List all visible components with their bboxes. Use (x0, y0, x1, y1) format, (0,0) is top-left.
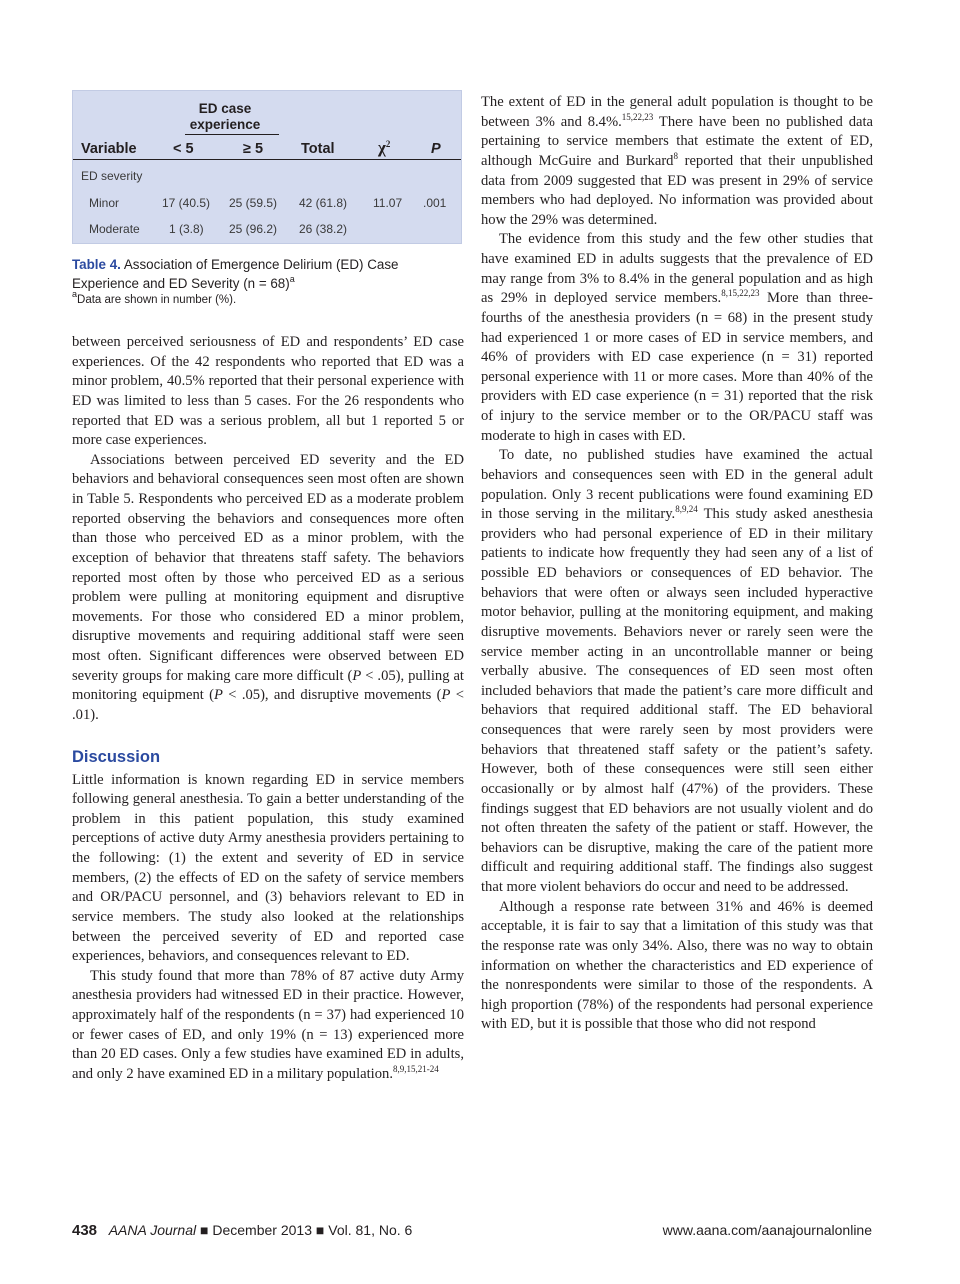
group-header-rule (185, 134, 279, 135)
col-header-chi2: $\chi^2$ (378, 138, 391, 157)
text-run: There have been no published data pertaining to service members that estimate the extent of ED, although McGuire and Burkard (481, 113, 873, 169)
table-4 (72, 90, 462, 244)
citation-sup: 8 (673, 150, 678, 161)
cell-ge5: 25 (59.5) (229, 196, 278, 210)
col-header-variable: Variable (81, 141, 137, 157)
issue-date: December 2013 (212, 1222, 312, 1238)
body-paragraph (481, 230, 873, 446)
citation-sup: 8,9,24 (675, 504, 698, 515)
cell-ge5: 25 (96.2) (229, 222, 278, 236)
table-caption-text: Association of Emergence Delirium (ED) Case Experience and ED Severity (n = 68) (72, 257, 399, 291)
cell-lt5: 1 (3.8) (169, 222, 204, 236)
col-header-p: P (431, 141, 441, 157)
table-group-header: ED case experience (189, 101, 261, 132)
page-footer (72, 1222, 872, 1242)
text-run: This study asked anesthesia providers who had personal experience of ED in their military patients to indicate how frequently they had seen any of a list of possible ED behaviors or consequences of ED behavior. The behaviors that were often or always seen included hyperactive motor behavior, pulling at the monitoring equipment, and making disruptive movements. Behaviors never or rarely seen were the service member acting in an uncontrollable manner or being verbally abusive. The consequences of ED seen most often included behaviors that made the patient’s care more difficult and behaviors that required additional staff. The ED behavioral consequences that were rarely seen by most providers were behaviors that threatened staff safety or the patient’s safety. However, both of these consequences were still seen either occasionally or by almost half (47%) of the providers. These findings suggest that ED behaviors are not usually violent and do not often threaten the safety of the patient or staff. However, the behaviors can be disruptive, making the care of the patient more difficult and requiring additional staff. The findings also suggest that more violent behaviors do occur and need to be addressed. (481, 506, 873, 895)
volume-issue: Vol. 81, No. 6 (328, 1222, 413, 1238)
body-paragraph (72, 451, 464, 726)
citation-sup: 8,15,22,23 (721, 288, 760, 299)
table-row (73, 169, 461, 195)
left-column (72, 90, 464, 1085)
right-column (481, 93, 873, 1035)
text-run: The evidence from this study and the few other studies that have examined ED in adults suggests that the prevalence of ED may range from 3% to 8.4% in the general population and as high as 29% in deployed service members. (481, 231, 873, 307)
separator: ■ (200, 1222, 209, 1238)
col-header-ge5: ≥ 5 (243, 141, 264, 157)
table-caption-label: Table 4. (72, 257, 121, 272)
table-caption-sup: a (289, 274, 295, 284)
text-run: < .01). (72, 687, 464, 723)
row-label: Moderate (89, 222, 140, 236)
text-run: < .05), and disruptive movements ( (222, 687, 442, 704)
table-caption (72, 255, 464, 293)
table-footnote-text: Data are shown in number (%). (77, 294, 237, 306)
citation-sup: 15,22,23 (621, 111, 654, 122)
separator: ■ (315, 1222, 325, 1238)
cell-p: .001 (423, 196, 447, 210)
journal-url: www.aana.com/aanajournalonline (662, 1222, 872, 1238)
section-label: ED severity (81, 169, 143, 183)
citation-sup: 8,9,15,21-24 (392, 1063, 439, 1074)
cell-total: 42 (61.8) (299, 196, 348, 210)
cell-total: 26 (38.2) (299, 222, 348, 236)
text-run: P (214, 687, 223, 704)
table-footnote (72, 289, 464, 307)
text-run: This study found that more than 78% of 87 active duty Army anesthesia providers had witnessed ED in their practice. However, approximately half of the respondents (n = 37) had experienced 10 or fewer cases of ED, and only 19% (n = 13) experienced more than 20 ED cases. Only a few studies have examined ED in adults, and only 2 have examined ED in a military population. (72, 967, 464, 1082)
table-header (73, 91, 461, 155)
body-paragraph (481, 93, 873, 230)
section-heading: Discussion (72, 747, 161, 766)
journal-name: AANA Journal (108, 1222, 197, 1238)
header-rule (73, 159, 461, 160)
page-number: 438 (72, 1222, 98, 1239)
table-row (73, 222, 461, 248)
body-paragraph: Although a response rate between 31% and 46% is deemed acceptable, it is fair to say that a limitation of this study was that the response rate was only 34%. Also, there was no way to obtain information on whether the characteristics and ED experience of the nonrespondents were similar to those of the respondents. A high proportion (78%) of the respondents had personal experience with ED, but it is possible that those who did not respond (481, 898, 873, 1033)
table-footnote-sup: a (72, 289, 78, 299)
table-row (73, 196, 461, 222)
cell-chi2: 11.07 (373, 196, 403, 210)
text-run: reported that their unpublished data from 2009 suggested that ED was present in 29% of service members who had deployed. No information was provided about how the 29% was determined. (481, 152, 874, 228)
cell-lt5: 17 (40.5) (162, 196, 211, 210)
text-run: To date, no published studies have examined the actual behaviors and consequences seen with ED in the general adult population. Only 3 recent publications were found examining ED in those serving in the military. (481, 447, 873, 523)
text-run: < .05), pulling at monitoring equipment ( (72, 667, 464, 704)
text-run: The extent of ED in the general adult population is thought to be between 3% and 8.4%. (481, 94, 873, 130)
body-paragraph: between perceived seriousness of ED and respondents’ ED case experiences. Of the 42 respondents who reported that ED was a minor problem, 40.5% reported that their personal experience with ED was limited to less than 5 cases. For the 26 respondents who reported that ED was a serious problem, all but 1 reported 5 or more case experiences. (72, 334, 464, 449)
col-header-lt5: < 5 (173, 141, 194, 157)
body-paragraph (72, 967, 464, 1085)
text-run: More than three-fourths of the anesthesia providers (n = 68) in the present study had experienced 1 or more cases of ED in service members, and 46% of providers with ED case experience (n = 31) reported personal experience with 11 or more cases. More than 40% of the providers with ED case experience (n = 31) reported that the risk of injury to the service member or to the OR/PACU staff was moderate to high in cases with ED. (481, 290, 873, 444)
body-paragraph: Little information is known regarding ED in service members following general anesthesia. To gain a better understanding of the problem in this patient population, this study examined perceptions of active duty Army anesthesia providers pertaining to the following: (1) the extent and severity of ED in service members, (2) the effects of ED on the safety of service members and OR/PACU personnel, and (3) behaviors relevant to ED in service members. The study also looked at the relationships between the perceived severity of ED and reported case experiences, behaviors, and consequences relevant to ED. (72, 771, 464, 965)
text-run: Associations between perceived ED severity and the ED behaviors and behavioral consequences seen most often are shown in Table 5. Respondents who perceived ED as a moderate problem reported observing the behaviors and consequences more often than those who perceived ED as a minor problem, with the exception of behavior that threatens staff safety. The behaviors reported most often by those who perceived ED as a serious problem were pulling at monitoring equipment and disruptive movements. For those who considered ED a minor problem, disruptive movements and requiring additional staff were seen most often. Significant differences were observed between ED severity groups for making care more difficult ( (72, 451, 464, 684)
body-paragraph (481, 446, 873, 897)
row-label: Minor (89, 196, 120, 210)
col-header-total: Total (301, 141, 335, 157)
text-run: P (352, 667, 362, 684)
text-run: P (441, 687, 451, 704)
